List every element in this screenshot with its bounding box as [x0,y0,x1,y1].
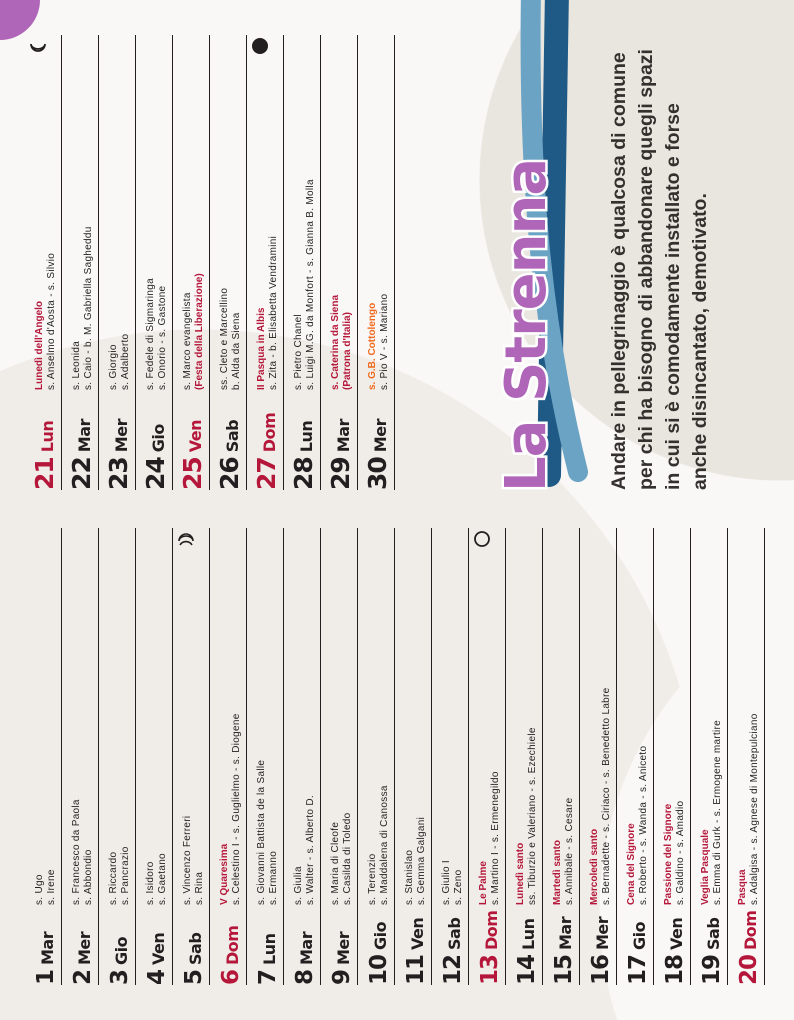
feast-title: Cena del Signore [626,823,637,905]
weekday: Ven [667,917,686,950]
saint-name: s. Ugo [34,874,45,905]
saint-name: ss. Tiburzio e Valeriano - s. Ezechiele [527,727,538,905]
saint-name: s. Maria di Cleofe [330,821,341,905]
day-number: 8 [292,969,318,985]
weekday: Lun [297,420,316,453]
saint-name: s. Fedele di Sigmaringa [145,278,156,390]
day-number: 18 [662,954,688,985]
day-date [30,390,59,490]
day-notes [256,760,281,905]
day-date [104,390,133,490]
day-notes [478,771,503,905]
day-notes [367,294,392,390]
day-number: 29 [326,457,355,490]
saint-name: s. Gemma Galgani [416,816,427,905]
saint-name: s. Zita - b. Elisabetta Vendramini [268,235,279,390]
day-date [736,905,762,985]
saint-name: s. Pietro Chanel [293,314,304,390]
day-number: 5 [181,969,207,985]
saint-name: s. Isidoro [145,861,156,905]
weekday: Mar [556,916,575,950]
feast-title: Veglia Pasquale [700,829,711,905]
day-row [617,528,654,985]
weekday: Gio [630,921,649,950]
strenna-title: La Strenna [494,158,559,492]
day-date [252,390,281,490]
day-notes [737,713,762,905]
saint-name: s. Francesco da Paola [71,799,82,905]
saint-name: s. Zeno [453,869,464,905]
saint-name: s. Stanislao [404,849,415,905]
day-notes [330,295,355,390]
day-number: 7 [255,969,281,985]
saint-name: s. Marco evangelista [182,292,193,390]
day-date [33,905,59,985]
day-number: 26 [215,457,244,490]
day-date [292,905,318,985]
day-row [99,35,136,490]
day-date [141,390,170,490]
feast-title: Lunedì dell'Angelo [34,300,45,390]
day-row [62,528,99,985]
day-number: 27 [252,457,281,490]
day-date [363,390,392,490]
saint-name: s. Bernadette - s. Ciriaco - s. Benedetto Labre [601,687,612,905]
feast-title: Mercoledì santo [589,828,600,905]
day-row [543,528,580,985]
day-notes [663,801,688,905]
day-notes [293,179,318,390]
day-date [181,905,207,985]
feast-title: II Pasqua in Albis [256,307,267,390]
day-date [514,905,540,985]
day-row [173,528,210,985]
day-notes [404,817,429,905]
weekday: Gio [371,921,390,950]
day-date [625,905,651,985]
saint-name: ss. Cleto e Marcellino [219,287,230,390]
feast-subtitle: (Patrona d'Italia) [342,312,353,390]
day-date [218,905,244,985]
feast-title: Pasqua [737,869,748,905]
day-notes [71,226,96,390]
day-notes [71,799,96,905]
waxing-crescent-icon [29,37,47,55]
day-number: 6 [218,969,244,985]
saint-name: s. Caio - b. M. Gabriella Sagheddu [83,226,94,390]
saint-name: s. Pio V - s. Mariano [379,293,390,390]
weekday: Mer [334,931,353,965]
weekday: Mar [75,419,94,453]
day-notes [219,713,244,905]
day-number: 25 [178,457,207,490]
saint-name: s. Luigi M.G. da Monfort - s. Gianna B. Molla [305,179,316,390]
saint-name: s. Gaetano [157,853,168,905]
day-row [25,528,62,985]
feast-title: V Quaresima [219,843,230,905]
saint-name: s. Giovanni Battista de la Salle [256,759,267,905]
saint-name: s. Abbondio [83,849,94,905]
feast-subtitle: (Festa della Liberazione) [194,273,205,390]
day-row [210,35,247,490]
day-row [136,35,173,490]
day-notes [145,278,170,390]
weekday: Ven [408,917,427,950]
weekday: Mer [593,916,612,950]
weekday: Mer [75,931,94,965]
day-row [506,528,543,985]
saint-name: s. Terenzio [367,853,378,905]
weekday: Sab [223,419,242,453]
day-row [247,528,284,985]
day-number: 15 [551,954,577,985]
day-date [662,905,688,985]
weekday: Sab [186,932,205,965]
day-notes [367,785,392,905]
weekday: Mer [112,419,131,453]
day-row [173,35,210,490]
saint-name: s. Giulio I [441,860,452,905]
day-row [284,528,321,985]
day-number: 10 [366,954,392,985]
feast-title: Lunedì santo [515,842,526,905]
day-number: 14 [514,954,540,985]
days-column-2 [25,35,395,490]
saint-name: s. Casilda di Toledo [342,812,353,905]
saint-name: s. Martino I - s. Ermenegildo [490,771,501,905]
saint-name: s. Emma di Gurk - s. Ermogene martire [712,719,723,905]
saint-name: s. Irene [46,869,57,905]
weekday: Mar [297,931,316,965]
day-row [358,35,395,490]
weekday: Lun [38,420,57,453]
day-number: 9 [329,969,355,985]
day-notes [34,869,59,905]
day-notes [182,273,207,390]
day-notes [108,334,133,390]
saint-name: s. Adalgisa - s. Agnese di Montepulciano [749,713,760,905]
day-number: 3 [107,969,133,985]
day-row [654,528,691,985]
day-number: 17 [625,954,651,985]
day-date [107,905,133,985]
day-row [728,528,765,985]
saint-name: s. Rina [194,871,205,905]
day-row [432,528,469,985]
feast-title: s. G.B. Cottolengo [367,302,378,390]
saint-name: s. Anselmo d'Aosta - s. Silvio [46,252,57,390]
weekday: Ven [149,932,168,965]
weekday: Dom [260,412,279,453]
day-notes [293,795,318,905]
day-number: 2 [70,969,96,985]
day-notes [330,812,355,905]
day-notes [552,797,577,905]
saint-name: b. Alda da Siena [231,312,242,390]
day-row [136,528,173,985]
weekday: Gio [112,936,131,965]
day-date [329,905,355,985]
weekday: Mar [38,931,57,965]
weekday: Dom [482,910,501,950]
full-moon-icon [473,530,491,548]
day-number: 13 [477,954,503,985]
saint-name: s. Pancrazio [120,846,131,905]
weekday: Gio [149,424,168,453]
weekday: Sab [445,917,464,950]
day-number: 11 [403,954,429,985]
strenna-text: Andare in pellegrinaggio è qualcosa di comune per chi ha bisogno di abbandonare quegli spazi in cui si è comodamente installato e forse anche disincantato, demotivato. [608,49,711,490]
day-notes [441,860,466,905]
day-date [215,390,244,490]
day-number: 16 [588,954,614,985]
saint-name: s. Ermanno [268,850,279,905]
day-row [321,35,358,490]
day-notes [182,816,207,905]
day-date [144,905,170,985]
day-date [588,905,614,985]
saint-name: s. Celestino I - s. Guglielmo - s. Diogene [231,713,242,905]
day-number: 4 [144,969,170,985]
new-moon-icon [251,37,269,55]
day-row [395,528,432,985]
day-notes [34,253,59,390]
day-number: 28 [289,457,318,490]
saint-name: s. Annibale - s. Cesare [564,797,575,905]
feast-title: s. Caterina da Siena [330,294,341,390]
day-date [699,905,725,985]
day-date [551,905,577,985]
saint-name: s. Walter - s. Alberto D. [305,795,316,905]
weekday: Lun [260,933,279,965]
feast-title: Le Palme [478,861,489,905]
weekday: Mer [371,419,390,453]
day-row [62,35,99,490]
weekday: Ven [186,419,205,453]
weekday: Sab [704,917,723,950]
day-number: 30 [363,457,392,490]
day-notes [515,727,540,905]
saint-name: s. Galdino - s. Amadio [675,800,686,905]
day-notes [700,720,725,905]
saint-name: s. Roberto - s. Wanda - s. Aniceto [638,745,649,905]
day-notes [108,846,133,905]
weekday: Dom [223,925,242,965]
waning-crescent-icon [177,530,195,548]
weekday: Mar [334,419,353,453]
weekday: Lun [519,918,538,950]
day-number: 19 [699,954,725,985]
weekday: Dom [741,910,760,950]
day-notes [256,236,281,390]
day-row [691,528,728,985]
day-row [580,528,617,985]
day-row [321,528,358,985]
feast-title: Martedì santo [552,839,563,905]
day-row [25,35,62,490]
saint-name: s. Riccardo [108,851,119,905]
day-date [255,905,281,985]
day-date [70,905,96,985]
saint-name: s. Onorio - s. Gastone [157,285,168,390]
day-number: 24 [141,457,170,490]
day-row [358,528,395,985]
day-number: 1 [33,969,59,985]
day-date [477,905,503,985]
saint-name: s. Maddalena di Canossa [379,785,390,905]
day-date [403,905,429,985]
day-notes [626,746,651,905]
day-date [178,390,207,490]
day-row [469,528,506,985]
saint-name: s. Adalberto [120,333,131,390]
day-number: 12 [440,954,466,985]
saint-name: s. Leonida [71,340,82,390]
saint-name: s. Giorgio [108,344,119,390]
day-row [284,35,321,490]
day-notes [145,853,170,905]
day-number: 23 [104,457,133,490]
days-column-1 [25,528,765,985]
day-notes [219,288,244,390]
saint-name: s. Vincenzo Ferreri [182,815,193,905]
day-date [289,390,318,490]
day-row [210,528,247,985]
day-notes [589,687,614,905]
day-number: 21 [30,457,59,490]
day-date [67,390,96,490]
day-date [326,390,355,490]
day-date [440,905,466,985]
saint-name: s. Giulia [293,866,304,905]
day-row [99,528,136,985]
feast-title: Passione del Signore [663,803,674,905]
day-number: 22 [67,457,96,490]
day-row [247,35,284,490]
day-date [366,905,392,985]
day-number: 20 [736,954,762,985]
